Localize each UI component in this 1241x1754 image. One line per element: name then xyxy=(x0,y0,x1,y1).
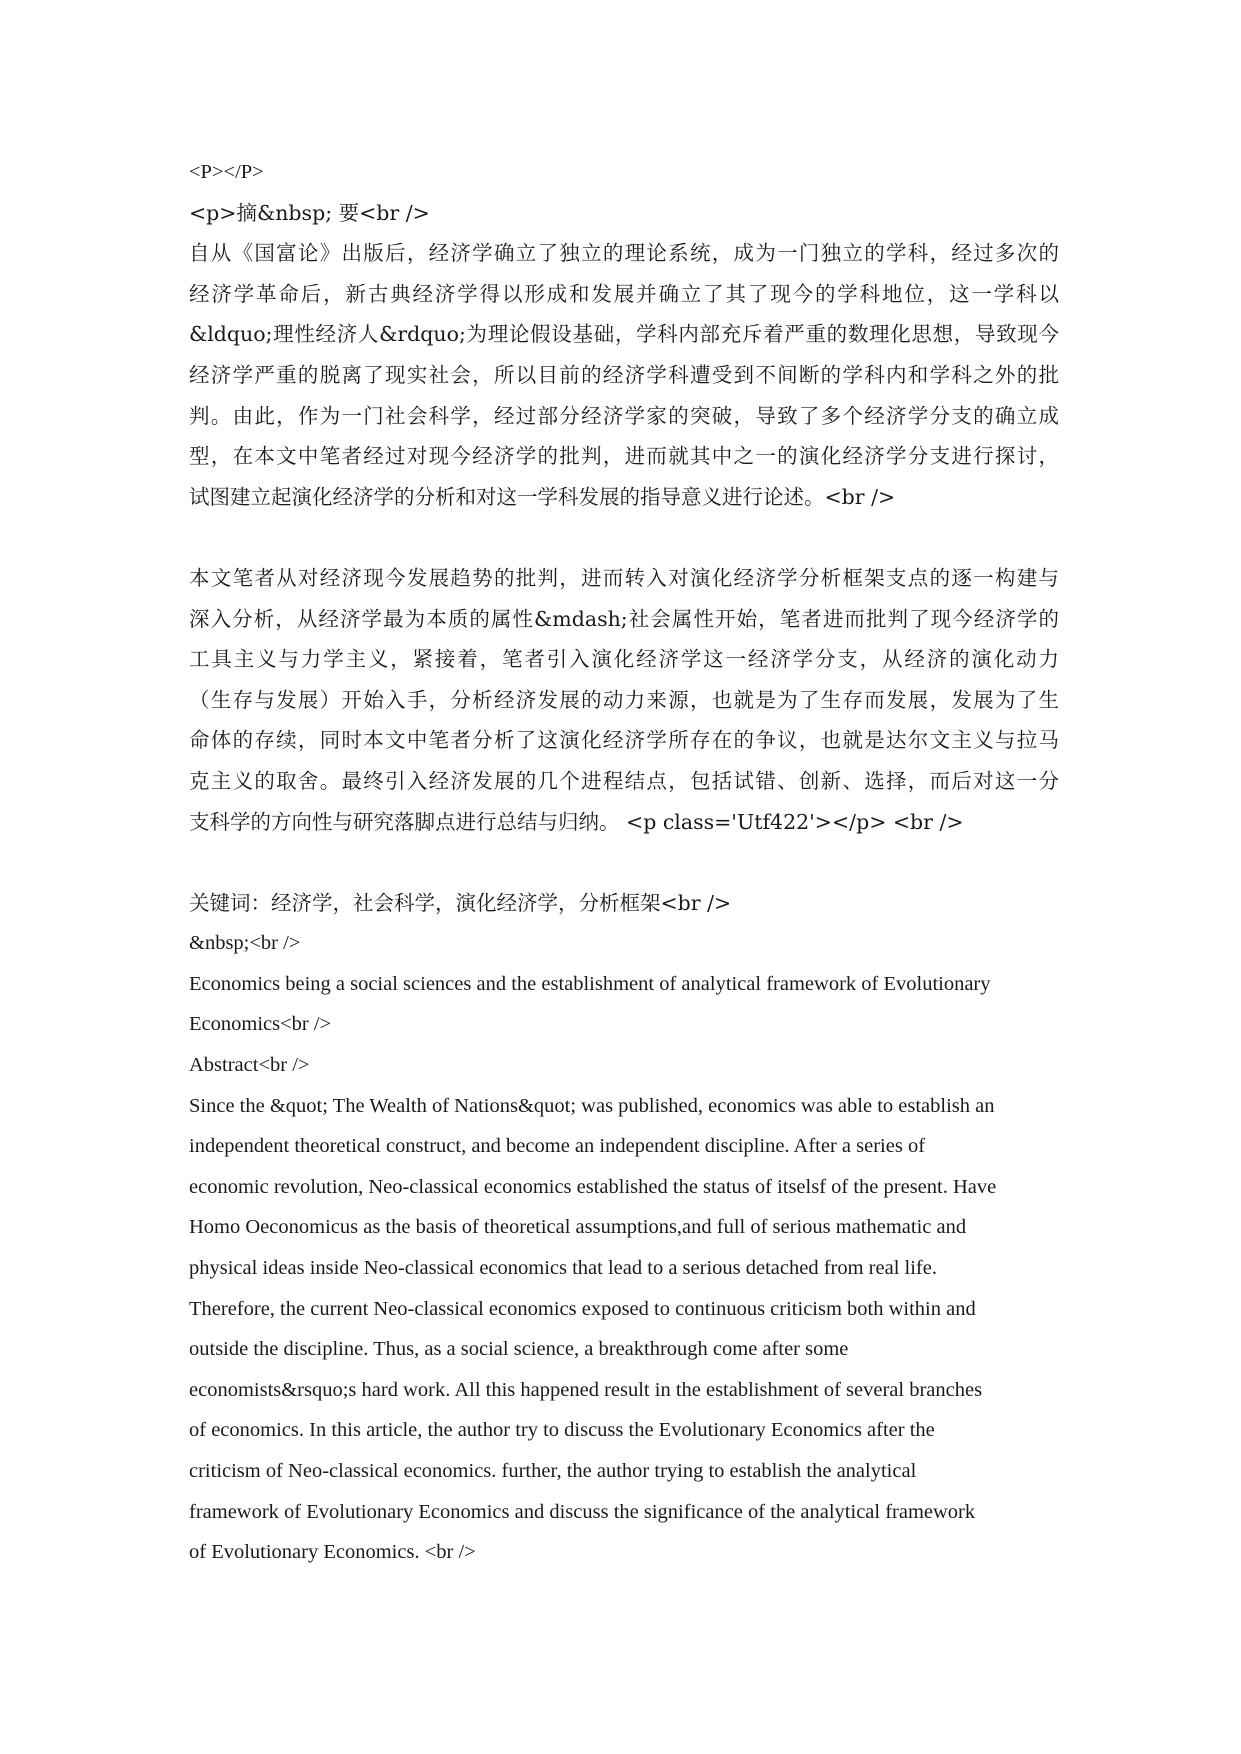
abstract-heading: <p>摘&nbsp; 要<br /> xyxy=(189,200,430,225)
abstract-en-line: economic revolution, Neo-classical economics established the status of itselsf of the present. Have xyxy=(189,1175,997,1198)
body-cn-line: 本文笔者从对经济现今发展趋势的批判，进而转入对演化经济学分析框架支点的逐一构建与 xyxy=(189,565,1059,590)
body-cn-line: （生存与发展）开始入手，分析经济发展的动力来源，也就是为了生存而发展，发展为了生 xyxy=(189,687,1059,712)
body-cn-line: 工具主义与力学主义，紧接着，笔者引入演化经济学这一经济学分支，从经济的演化动力 xyxy=(189,647,1059,672)
paragraph-gap xyxy=(189,842,1059,883)
document-body xyxy=(189,152,1059,1573)
abstract-cn-paragraph xyxy=(189,233,1059,517)
abstract-cn-line: 自从《国富论》出版后，经济学确立了独立的理论系统，成为一门独立的学科，经过多次的 xyxy=(189,241,1059,266)
abstract-en-line: outside the discipline. Thus, as a social science, a breakthrough come after some xyxy=(189,1338,849,1361)
abstract-cn-line: 判。由此，作为一门社会科学，经过部分经济学家的突破，导致了多个经济学分支的确立成 xyxy=(189,403,1059,428)
abstract-cn-line: 经济学严重的脱离了现实社会，所以目前的经济学科遭受到不间断的学科内和学科之外的批 xyxy=(189,362,1059,387)
nbsp-line: &nbsp;<br /> xyxy=(189,932,301,955)
body-cn-line: 深入分析，从经济学最为本质的属性&mdash;社会属性开始，笔者进而批判了现今经济学的 xyxy=(189,606,1059,631)
abstract-en-line: Homo Oeconomicus as the basis of theoretical assumptions,and full of serious mathematic and xyxy=(189,1216,967,1239)
header-tag-line: <P></P> xyxy=(189,161,264,183)
body-cn-paragraph xyxy=(189,558,1059,842)
body-cn-line: 支科学的方向性与研究落脚点进行总结与归纳。 <p class='Utf422'></p> <br /> xyxy=(189,809,964,834)
paragraph-gap xyxy=(189,517,1059,558)
abstract-en-line: of Evolutionary Economics. <br /> xyxy=(189,1541,476,1564)
abstract-en-paragraph xyxy=(189,1086,1059,1573)
abstract-cn-line: 试图建立起演化经济学的分析和对这一学科发展的指导意义进行论述。<br /> xyxy=(189,484,896,509)
abstract-cn-line: 型，在本文中笔者经过对现今经济学的批判，进而就其中之一的演化经济学分支进行探讨， xyxy=(189,444,1059,469)
abstract-en-line: criticism of Neo-classical economics. further, the author trying to establish the analytical xyxy=(189,1460,917,1482)
abstract-en-line: economists&rsquo;s hard work. All this happened result in the establishment of several branches xyxy=(189,1378,983,1401)
abstract-label: Abstract<br /> xyxy=(189,1054,310,1077)
abstract-en-line: physical ideas inside Neo-classical economics that lead to a serious detached from real life. xyxy=(189,1257,937,1280)
english-title-line: Economics being a social sciences and the establishment of analytical framework of Evolutionary xyxy=(189,972,991,995)
abstract-en-line: framework of Evolutionary Economics and discuss the significance of the analytical framework xyxy=(189,1500,976,1523)
english-title-line: Economics<br /> xyxy=(189,1013,332,1036)
abstract-en-line: of economics. In this article, the author try to discuss the Evolutionary Economics after the xyxy=(189,1419,935,1442)
keywords-line: 关键词：经济学，社会科学，演化经济学，分析框架<br /> xyxy=(189,890,732,915)
abstract-cn-line: &ldquo;理性经济人&rdquo;为理论假设基础，学科内部充斥着严重的数理化思想，导致现今 xyxy=(189,322,1059,347)
abstract-cn-line: 经济学革命后，新古典经济学得以形成和发展并确立了其了现今的学科地位，这一学科以 xyxy=(189,281,1059,306)
abstract-en-line: independent theoretical construct, and become an independent discipline. After a series of xyxy=(189,1135,926,1158)
body-cn-line: 命体的存续，同时本文中笔者分析了这演化经济学所存在的争议，也就是达尔文主义与拉马 xyxy=(189,728,1059,753)
abstract-en-line: Therefore, the current Neo-classical economics exposed to continuous criticism both within and xyxy=(189,1297,976,1320)
body-cn-line: 克主义的取舍。最终引入经济发展的几个进程结点，包括试错、创新、选择，而后对这一分 xyxy=(189,768,1059,793)
english-title xyxy=(189,964,1059,1045)
abstract-en-line: Since the &quot; The Wealth of Nations&quot; was published, economics was able to establish an xyxy=(189,1094,995,1117)
